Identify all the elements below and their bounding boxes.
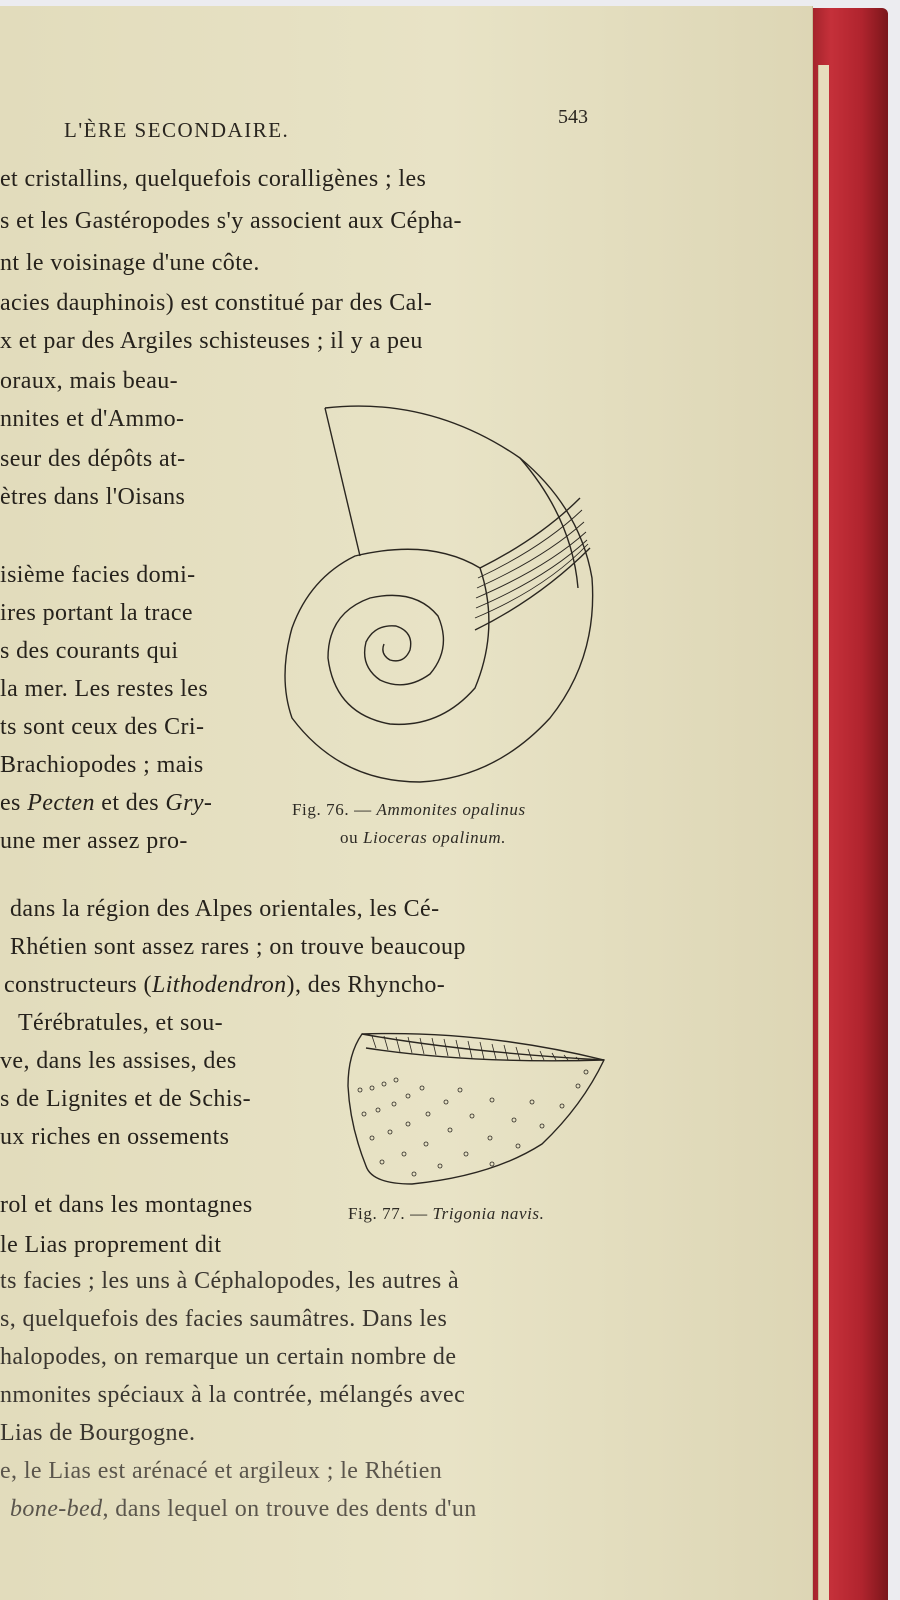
figure-76-caption-line2 <box>340 828 506 848</box>
text-line: s des courants qui <box>0 638 179 664</box>
text-run: ), des Rhyncho- <box>286 972 446 998</box>
genus-gryphaea: Gry- <box>165 790 213 816</box>
text-line: nmonites spéciaux à la contrée, mélangés avec <box>0 1382 466 1408</box>
text-line: ires portant la trace <box>0 600 193 626</box>
text-line: s et les Gastéropodes s'y associent aux Cépha- <box>0 208 462 234</box>
text-line <box>0 790 212 817</box>
text-line: une mer assez pro- <box>0 828 188 854</box>
book-cover-edge <box>800 8 888 1600</box>
book-page <box>0 6 813 1600</box>
caption-species: Trigonia navis. <box>432 1204 545 1223</box>
text-line: Brachiopodes ; mais <box>0 752 204 778</box>
text-run: constructeurs ( <box>4 972 152 998</box>
text-line: ts facies ; les uns à Céphalopodes, les autres à <box>0 1268 460 1294</box>
text-line: ve, dans les assises, des <box>0 1048 237 1074</box>
page-number: 543 <box>558 106 588 128</box>
figure-77-trigonia-illustration <box>342 1026 622 1196</box>
text-line: la mer. Les restes les <box>0 676 209 702</box>
text-line: rol et dans les montagnes <box>0 1192 253 1218</box>
text-run: es <box>0 790 28 816</box>
text-line: s, quelquefois des facies saumâtres. Dans les <box>0 1306 448 1332</box>
text-line: oraux, mais beau- <box>0 368 179 394</box>
text-line: Rhétien sont assez rares ; on trouve beaucoup <box>10 934 466 960</box>
caption-prefix: ou <box>340 828 364 847</box>
text-line: acies dauphinois) est constitué par des Cal- <box>0 290 433 316</box>
figure-76-ammonite-illustration <box>280 398 610 798</box>
text-line: Térébratules, et sou- <box>18 1010 223 1036</box>
text-line: Lias de Bourgogne. <box>0 1420 196 1446</box>
caption-species-alt: Lioceras opalinum. <box>363 828 507 847</box>
text-line: ux riches en ossements <box>0 1124 230 1150</box>
text-line: ts sont ceux des Cri- <box>0 714 205 740</box>
text-line: halopodes, on remarque un certain nombre de <box>0 1344 457 1370</box>
text-line: et cristallins, quelquefois coralligènes ; les <box>0 166 427 192</box>
caption-label: Fig. 76. — <box>292 800 377 819</box>
text-line <box>4 972 445 999</box>
running-title: L'ÈRE SECONDAIRE. <box>64 118 290 142</box>
text-line: x et par des Argiles schisteuses ; il y a peu <box>0 328 423 354</box>
figure-76-caption <box>292 800 526 820</box>
text-line: isième facies domi- <box>0 562 196 588</box>
text-line: ètres dans l'Oisans <box>0 484 186 510</box>
text-line: dans la région des Alpes orientales, les Cé- <box>10 896 440 922</box>
caption-label: Fig. 77. — <box>348 1204 433 1223</box>
text-line: seur des dépôts at- <box>0 446 186 472</box>
text-line: s de Lignites et de Schis- <box>0 1086 252 1112</box>
text-line <box>10 1496 477 1523</box>
text-line: le Lias proprement dit <box>0 1232 222 1258</box>
book-endpaper-edge <box>818 65 829 1600</box>
caption-species: Ammonites opalinus <box>376 800 526 819</box>
figure-77-caption <box>348 1204 545 1224</box>
text-line: nnites et d'Ammo- <box>0 406 185 432</box>
term-bone-bed: bone-bed <box>10 1496 103 1522</box>
genus-lithodendron: Lithodendron <box>151 972 287 998</box>
text-line: e, le Lias est arénacé et argileux ; le Rhétien <box>0 1458 443 1484</box>
text-run: , dans lequel on trouve des dents d'un <box>102 1496 477 1522</box>
text-line: nt le voisinage d'une côte. <box>0 250 260 276</box>
text-run: et des <box>94 790 166 816</box>
genus-pecten: Pecten <box>27 790 95 816</box>
